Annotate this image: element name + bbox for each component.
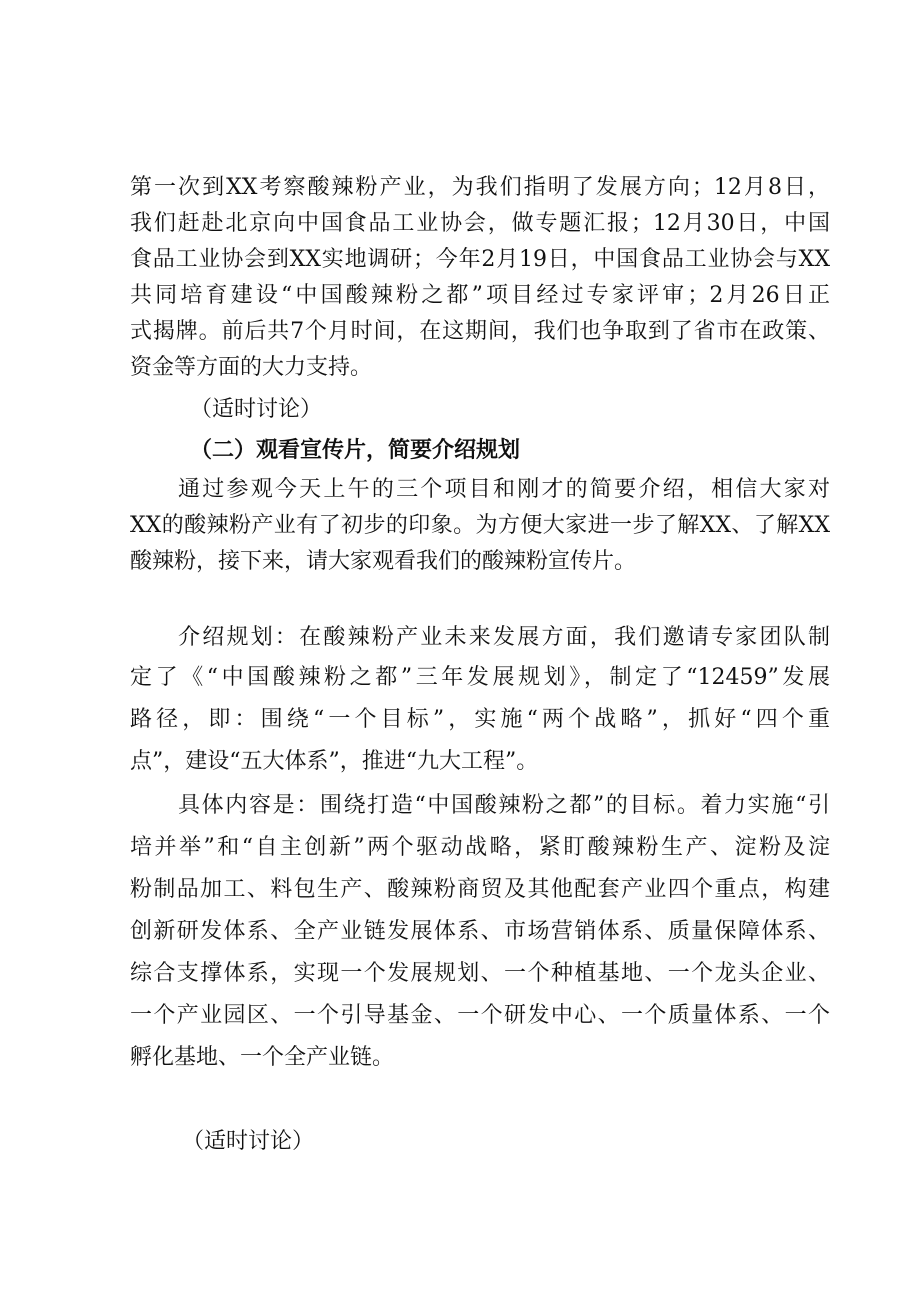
paragraph-2-line-3: 酸辣粉，接下来，请大家观看我们的酸辣粉宣传片。 xyxy=(130,549,637,574)
paragraph-4-line-2: 培并举”和“自主创新”两个驱动战略，紧盯酸辣粉生产、淀粉及淀 xyxy=(130,835,830,860)
section-heading: （二）观看宣传片，简要介绍规划 xyxy=(190,437,521,463)
paragraph-1-line-1: 第一次到XX考察酸辣粉产业，为我们指明了发展方向；12月8日， xyxy=(130,175,830,200)
paragraph-4-line-1: 具体内容是：围绕打造“中国酸辣粉之都”的目标。着力实施“引 xyxy=(178,793,830,818)
paragraph-4-line-6: 一个产业园区、一个引导基金、一个研发中心、一个质量体系、一个 xyxy=(130,1003,830,1028)
paragraph-3-line-1: 介绍规划：在酸辣粉产业未来发展方面，我们邀请专家团队制 xyxy=(178,625,830,650)
paragraph-1-line-2: 我们赶赴北京向中国食品工业协会，做专题汇报；12月30日，中国 xyxy=(130,211,830,236)
paragraph-1-line-5: 式揭牌。前后共7个月时间，在这期间，我们也争取到了省市在政策、 xyxy=(130,319,830,344)
discussion-note-1: （适时讨论） xyxy=(190,397,323,422)
paragraph-2-line-1: 通过参观今天上午的三个项目和刚才的简要介绍，相信大家对 xyxy=(178,477,830,502)
paragraph-2-line-2: XX的酸辣粉产业有了初步的印象。为方便大家进一步了解XX、了解XX xyxy=(130,513,830,538)
paragraph-4-line-4: 创新研发体系、全产业链发展体系、市场营销体系、质量保障体系、 xyxy=(130,919,830,944)
paragraph-1-line-6: 资金等方面的大力支持。 xyxy=(130,355,373,380)
paragraph-3-line-2: 定了《“中国酸辣粉之都”三年发展规划》，制定了“12459”发展 xyxy=(130,665,830,690)
paragraph-1-line-3: 食品工业协会到XX实地调研；今年2月19日，中国食品工业协会与XX xyxy=(130,247,830,272)
paragraph-4-line-3: 粉制品加工、料包生产、酸辣粉商贸及其他配套产业四个重点，构建 xyxy=(130,877,830,902)
paragraph-3-line-4: 点”，建设“五大体系”，推进“九大工程”。 xyxy=(130,749,539,774)
paragraph-4-line-5: 综合支撑体系，实现一个发展规划、一个种植基地、一个龙头企业、 xyxy=(130,961,830,986)
paragraph-3-line-3: 路径，即：围绕“一个目标”，实施“两个战略”，抓好“四个重 xyxy=(130,707,830,732)
discussion-note-2: （适时讨论） xyxy=(182,1129,315,1154)
paragraph-4-line-7: 孵化基地、一个全产业链。 xyxy=(130,1045,395,1070)
paragraph-1-line-4: 共同培育建设“中国酸辣粉之都”项目经过专家评审；2月26日正 xyxy=(130,283,830,308)
